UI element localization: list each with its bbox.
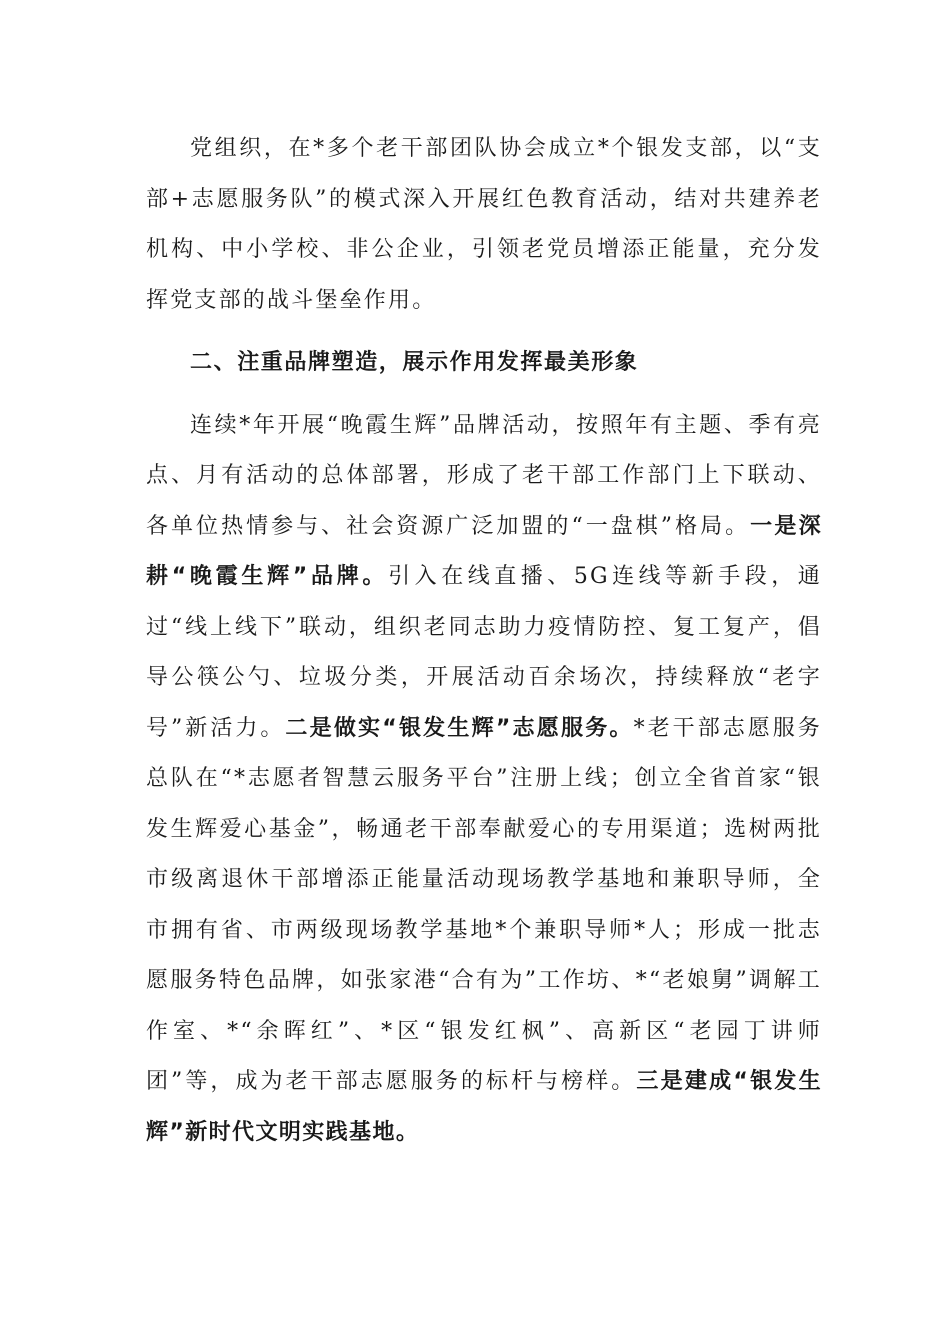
item-2-title: 二是做实“银发生辉”志愿服务。 [285,715,634,741]
section-heading-2: 二、注重品牌塑造，展示作用发挥最美形象 [190,350,639,375]
document-body [146,124,822,1158]
paragraph-party-organization: 党组织，在*多个老干部团队协会成立*个银发支部，以“支部+志愿服务队”的模式深入开展红色教育活动，结对共建养老机构、中小学校、非公企业，引领老党员增添正能量，充分发挥党支部的战斗堡垒作用。 [146,136,822,313]
item-2-text: *老干部志愿服务总队在“*志愿者智慧云服务平台”注册上线；创立全省首家“银发生辉爱心基金”，畅通老干部奉献爱心的专用渠道；选树两批市级离退休干部增添正能量活动现场教学基地和兼职导师，全市拥有省、市两级现场教学基地*个兼职导师*人；形成一批志愿服务特色品牌，如张家港“合有为”工作坊、*“老娘舅”调解工作室、*“余晖红”、*区“银发红枫”、高新区“老园丁讲师团”等，成为老干部志愿服务的标杆与榜样。 [146,715,822,1094]
item-1-text: 引入在线直播、5G连线等新手段，通过“线上线下”联动，组织老同志助力疫情防控、复工复产，倡导公筷公勺、垃圾分类，开展活动百余场次，持续释放“老字号”新活力。 [146,564,822,741]
item-3-title: 三是建成“银发生辉”新时代文明实践基地。 [146,1069,822,1145]
paragraph-intro: 连续*年开展“晚霞生辉”品牌活动，按照年有主题、季有亮点、月有活动的总体部署，形成了老干部工作部门上下联动、各单位热情参与、社会资源广泛加盟的“一盘棋”格局。 [146,412,822,539]
item-1-title: 一是深耕“晚霞生辉”品牌。 [146,513,823,589]
paragraph-brand-building [146,401,822,1159]
